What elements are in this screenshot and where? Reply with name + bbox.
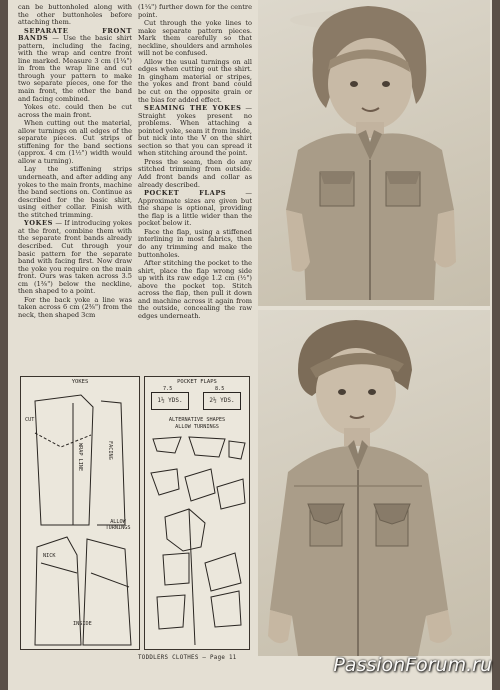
diagram-pocket-flaps	[144, 376, 250, 650]
label-facing: FACING	[107, 441, 113, 460]
text-column-middle	[138, 4, 252, 321]
label-inside: INSIDE	[73, 621, 92, 627]
diagram-title: YOKES	[71, 379, 89, 385]
size-label: 7.5	[163, 386, 173, 392]
paragraph: SEPARATE FRONT BANDS — Use the basic shirt pattern, including the facing, with the wrap and centre front line marked. Measure 3 cm (1¼") in from the wrap line and cut through your pattern to make two separate pieces, one for the main front, the other the band and facing combined.	[18, 26, 132, 103]
paragraph: (1¼") further down for the centre point.	[138, 3, 252, 19]
label-nick: NICK	[43, 553, 56, 559]
magazine-page	[8, 0, 492, 690]
paragraph: Cut through the yoke lines to make separate pattern pieces. Mark them carefully so that neckline, shoulders and armholes will not be confused.	[138, 19, 252, 58]
section-heading: SEAMING THE YOKES	[144, 104, 242, 113]
photo-illustration	[258, 310, 490, 656]
measure-box-right: 2½ YDS.	[203, 392, 241, 410]
paragraph: Press the seam, then do any stitched trimming from outside. Add front bands and collar as already described.	[138, 157, 252, 189]
section-heading: POCKET FLAPS	[144, 189, 227, 198]
yokes-pattern-drawing	[21, 377, 139, 649]
subtitle-allow-turnings: ALLOW TURNINGS	[175, 424, 219, 430]
section-heading: SEPARATE FRONT BANDS	[18, 26, 132, 43]
watermark-text: PassionForum.ru	[333, 654, 492, 676]
measure-box-left: 1½ YDS.	[151, 392, 189, 410]
section-heading: YOKES	[24, 219, 53, 228]
paragraph: When cutting out the material, allow turnings on all edges of the separate pieces. Cut strips of stiffening for the band sections (approx. 4 cm (1½") width would allow a turning).	[18, 119, 132, 165]
size-label: 8.5	[215, 386, 225, 392]
paragraph: can be buttonholed along with the other buttonholes before attaching them.	[18, 3, 132, 27]
paragraph: Allow the usual turnings on all edges when cutting out the shirt. In gingham material or stripes, the yokes and front band could be cut on the opposite grain or the bias for added effect.	[138, 57, 252, 104]
photo-boy-long-sleeve-shirt	[258, 310, 490, 656]
subtitle-alternative-shapes: ALTERNATIVE SHAPES	[168, 417, 226, 423]
paragraph: After stitching the pocket to the shirt, place the flap wrong side up with its raw edge 1.2 cm (½") above the pocket top. Stitch across the flap, then pull it down and machine across it again from the outside, concealing the raw edges underneath.	[138, 259, 252, 320]
diagram-yokes	[20, 376, 140, 650]
paragraph: POCKET FLAPS — Approximate sizes are given but the shape is optional, providing the flap is a little wider than the pocket below it.	[138, 189, 252, 228]
label-allow-turnings: ALLOW TURNINGS	[105, 519, 131, 531]
label-cut: CUT	[25, 417, 35, 423]
paragraph: For the back yoke a line was taken across 6 cm (2⅜") from the neck, then shaped 3cm	[18, 295, 132, 319]
paragraph: Yokes etc. could then be cut across the main front.	[18, 103, 132, 119]
page-footer: TODDLERS CLOTHES – Page 11	[138, 655, 237, 661]
photo-toddler-short-sleeve-shirt	[258, 0, 490, 306]
photo-illustration	[258, 0, 490, 306]
paragraph: Lay the stiffening strips underneath, and after adding any yokes to the main fronts, machine the band sections on. Continue as described for the basic shirt, using either collar. Finish with the stitched trimming.	[18, 165, 132, 219]
paragraph: Face the flap, using a stiffened interlining in most fabrics, then do any trimming and make the buttonholes.	[138, 227, 252, 259]
paragraph: YOKES — If introducing yokes at the front, combine them with the separate front bands already described. Cut through your basic pattern for the separate band with facing first. Now draw the yoke you require on the main front. Ours was taken across 3.5 cm (1⅜") below the neckline, then shaped to a point.	[18, 219, 132, 296]
diagram-title: POCKET FLAPS	[177, 379, 217, 385]
text-column-left	[18, 4, 132, 320]
paragraph: SEAMING THE YOKES — Straight yokes present no problems. When attaching a pointed yoke, seam it from inside, but nick into the V on the shirt section so that you can spread it when stitching around the point.	[138, 104, 252, 158]
label-wrap-line: WRAP LINE	[77, 443, 83, 472]
